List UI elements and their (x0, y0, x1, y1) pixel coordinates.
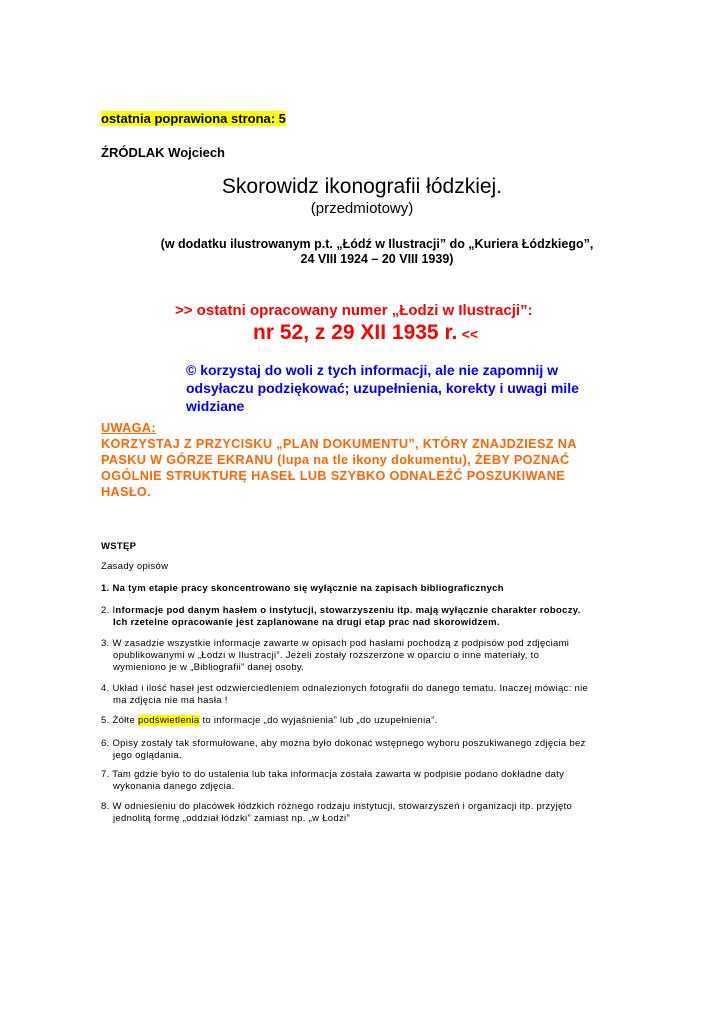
rule-2-prefix: 2. I (101, 605, 116, 616)
rule-6-line-2: jego oglądania. (113, 750, 182, 761)
warning-line-3: OGÓLNIE STRUKTURĘ HASEŁ LUB SZYBKO ODNALEŹĆ POSZUKIWANE (101, 469, 566, 483)
warning-block (101, 420, 657, 500)
copyright-line-3: widziane (186, 398, 245, 414)
rule-4-line-2: ma zdjęcia nie ma hasła ! (113, 695, 228, 706)
rule-7-line-2: wykonania danego zdjęcia. (113, 781, 235, 792)
issue-arrow: << (461, 326, 479, 342)
warning-label: UWAGA: (101, 421, 156, 435)
rule-1: 1. Na tym etapie pracy skoncentrowano się wyłącznie na zapisach bibliograficznych (101, 583, 504, 594)
rule-2-continuation: Ich rzetelne opracowanie jest zaplanowane na drugi etap prac nad skorowidzem. (113, 617, 500, 628)
rule-3-line-1: 3. W zasadzie wszystkie informacje zawarte w opisach pod hasłami pochodzą z podpisów pod zdjęciami (101, 638, 570, 649)
last-issue-number (253, 318, 478, 350)
issue-number-text: nr 52, z 29 XII 1935 r. (253, 321, 458, 344)
last-page-note-text: ostatnia poprawiona strona: 5 (101, 111, 286, 126)
author-name: ŹRÓDLAK Wojciech (101, 145, 225, 160)
rule-4 (101, 683, 661, 707)
last-issue-label: >> ostatni opracowany numer „Łodzi w Ilustracji”: (175, 302, 533, 319)
intro-subheading: Zasady opisów (101, 561, 169, 572)
rule-4-line-1: 4. Układ i ilość haseł jest odzwierciedleniem odnalezionych fotografii do danego tematu. Inaczej mówiąc: nie (101, 683, 589, 694)
warning-line-2: PASKU W GÓRZE EKRANU (lupa na tle ikony dokumentu), ŻEBY POZNAĆ (101, 453, 570, 467)
rule-7 (101, 769, 661, 793)
rule-5-highlight: podświetlenia (138, 715, 200, 726)
intro-heading: WSTĘP (101, 541, 137, 552)
copyright-line-1: © korzystaj do woli z tych informacji, ale nie zapomnij w (186, 362, 559, 378)
rule-5 (101, 715, 661, 727)
rule-3 (101, 638, 661, 674)
rule-2-text: nformacje pod danym hasłem o instytucji, stowarzyszeniu itp. mają wyłącznie charakter roboczy. (115, 605, 581, 616)
document-title: Skorowidz ikonografii łódzkiej. (221, 175, 503, 198)
rule-3-line-3: wymieniono je w „Bibliografii” danej osoby. (113, 662, 305, 673)
warning-line-1: KORZYSTAJ Z PRZYCISKU „PLAN DOKUMENTU”, KTÓRY ZNAJDZIESZ NA (101, 437, 577, 451)
rule-2 (101, 605, 661, 629)
copyright-line-2: odsyłaczu podziękować; uzupełnienia, korekty i uwagi mile (186, 380, 579, 396)
document-subtitle: (przedmiotowy) (310, 200, 414, 217)
rule-5-prefix: 5. Żółte (101, 715, 139, 726)
rule-3-line-2: opublikowanymi w „Łodzi w Ilustracji”. Jeżeli zostały rozszerzone w oparciu o inne materiały, to (113, 650, 540, 661)
rule-5-rest: to informacje „do wyjaśnienia” lub „do uzupełnienia”. (199, 715, 438, 726)
rule-6 (101, 738, 661, 762)
rule-8-line-2: jednolitą formę „oddział łódzki” zamiast np. „w Łodzi” (113, 813, 350, 824)
last-page-note (101, 111, 286, 126)
rule-7-line-1: 7. Tam gdzie było to do ustalenia lub taka informacja została zawarta w podpisie podano dokładne daty (101, 769, 565, 780)
rule-8-line-1: 8. W odniesieniu do placówek łódzkich różnego rodzaju instytucji, stowarzyszeń i organizacji itp. przyjęto (101, 801, 573, 812)
warning-line-4: HASŁO. (101, 485, 152, 499)
scope-line-1: (w dodatku ilustrowanym p.t. „Łódź w Ilustracji” do „Kuriera Łódzkiego”, (160, 237, 594, 251)
rule-8 (101, 801, 661, 825)
copyright-notice (186, 361, 579, 415)
scope-line-2: 24 VIII 1924 – 20 VIII 1939) (300, 252, 454, 266)
rule-6-line-1: 6. Opisy zostały tak sformułowane, aby można było dokonać wstępnego wyboru poszukiwanego zdjęcia bez (101, 738, 586, 749)
